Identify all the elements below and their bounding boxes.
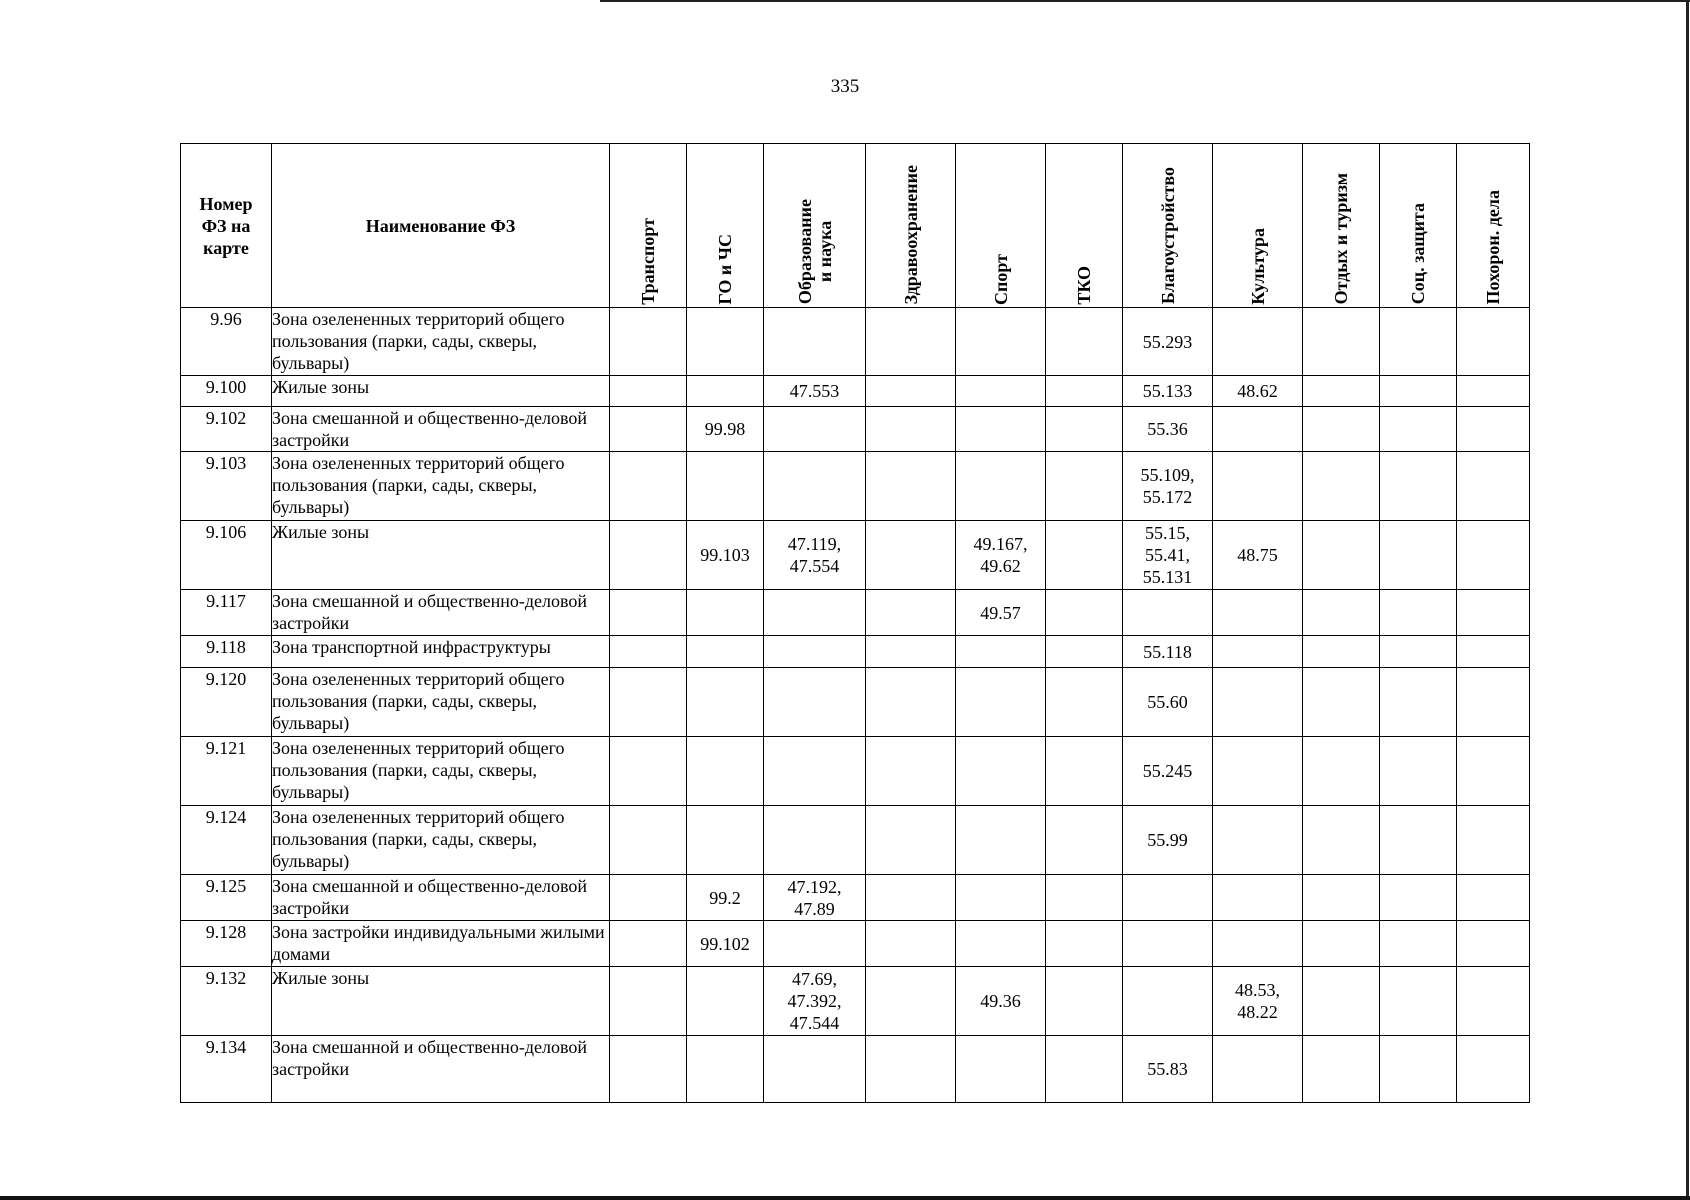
value-cell: 49.36: [956, 967, 1046, 1036]
value-cell: [1303, 1036, 1380, 1103]
value-cell: [1046, 452, 1123, 521]
value-cell: 48.75: [1213, 521, 1303, 590]
value-cell: [866, 806, 956, 875]
value-cell: [1457, 590, 1530, 636]
table-row: [181, 521, 1530, 590]
value-cell: [1380, 308, 1457, 376]
value-cell: [1303, 921, 1380, 967]
value-cell: [1457, 967, 1530, 1036]
value-cell: 47.69, 47.392, 47.544: [764, 967, 866, 1036]
header-name: Наименование ФЗ: [272, 144, 610, 308]
value-cell: [956, 452, 1046, 521]
zone-number-cell: 9.124: [181, 806, 272, 875]
value-cell: 55.99: [1123, 806, 1213, 875]
value-cell: [687, 308, 764, 376]
zone-name-cell: Зона смешанной и общественно-деловой застройки: [272, 875, 610, 921]
value-cell: [1380, 376, 1457, 407]
header-number: [181, 144, 272, 308]
header-tko: [1046, 144, 1123, 308]
value-cell: [610, 921, 687, 967]
value-cell: [956, 1036, 1046, 1103]
value-cell: [1046, 875, 1123, 921]
header-improvement: [1123, 144, 1213, 308]
value-cell: [1213, 668, 1303, 737]
zone-number-cell: 9.134: [181, 1036, 272, 1103]
value-cell: [1303, 737, 1380, 806]
value-cell: [1380, 636, 1457, 668]
zone-name-cell: Зона озелененных территорий общего пользования (парки, сады, скверы, бульвары): [272, 806, 610, 875]
value-cell: 99.102: [687, 921, 764, 967]
value-cell: [1123, 921, 1213, 967]
value-cell: [1457, 875, 1530, 921]
value-cell: [1380, 806, 1457, 875]
zone-name-cell: Зона смешанной и общественно-деловой застройки: [272, 590, 610, 636]
value-cell: [866, 521, 956, 590]
value-cell: [764, 636, 866, 668]
value-cell: [1457, 1036, 1530, 1103]
zone-name-cell: Жилые зоны: [272, 967, 610, 1036]
zone-name-cell: Зона озелененных территорий общего пользования (парки, сады, скверы, бульвары): [272, 668, 610, 737]
header-tko-label: ТКО: [1074, 265, 1094, 305]
value-cell: [866, 376, 956, 407]
value-cell: [1380, 590, 1457, 636]
value-cell: [866, 452, 956, 521]
table-body: [181, 308, 1530, 1103]
value-cell: [1046, 737, 1123, 806]
value-cell: [956, 308, 1046, 376]
value-cell: [1213, 921, 1303, 967]
value-cell: 55.36: [1123, 407, 1213, 452]
value-cell: [610, 875, 687, 921]
value-cell: [1213, 806, 1303, 875]
value-cell: [1457, 806, 1530, 875]
value-cell: [1046, 967, 1123, 1036]
table-row: [181, 737, 1530, 806]
value-cell: [1303, 407, 1380, 452]
zone-number-cell: 9.132: [181, 967, 272, 1036]
table-row: [181, 636, 1530, 668]
value-cell: [687, 590, 764, 636]
value-cell: 47.553: [764, 376, 866, 407]
value-cell: [687, 967, 764, 1036]
value-cell: [610, 737, 687, 806]
value-cell: [764, 668, 866, 737]
value-cell: [687, 806, 764, 875]
zone-name-cell: Зона смешанной и общественно-деловой застройки: [272, 1036, 610, 1103]
table-row: [181, 590, 1530, 636]
value-cell: [610, 407, 687, 452]
scan-edge-bottom: [0, 1196, 1690, 1200]
zone-number-cell: 9.102: [181, 407, 272, 452]
value-cell: [610, 668, 687, 737]
value-cell: [1046, 668, 1123, 737]
value-cell: 99.98: [687, 407, 764, 452]
header-sport-label: Спорт: [990, 253, 1011, 305]
table-row: [181, 921, 1530, 967]
value-cell: [1303, 590, 1380, 636]
value-cell: 49.167, 49.62: [956, 521, 1046, 590]
value-cell: [1303, 806, 1380, 875]
header-row: [181, 144, 1530, 308]
value-cell: [1303, 308, 1380, 376]
value-cell: 99.103: [687, 521, 764, 590]
table-row: [181, 668, 1530, 737]
value-cell: [687, 376, 764, 407]
value-cell: [1457, 668, 1530, 737]
zone-number-cell: 9.100: [181, 376, 272, 407]
value-cell: [764, 921, 866, 967]
table-row: [181, 407, 1530, 452]
value-cell: 48.62: [1213, 376, 1303, 407]
zone-name-cell: Зона транспортной инфраструктуры: [272, 636, 610, 668]
value-cell: [1380, 1036, 1457, 1103]
value-cell: [610, 521, 687, 590]
value-cell: 55.60: [1123, 668, 1213, 737]
value-cell: [956, 875, 1046, 921]
value-cell: [866, 1036, 956, 1103]
header-transport-label: Транспорт: [638, 217, 658, 305]
value-cell: [1380, 668, 1457, 737]
zone-number-cell: 9.96: [181, 308, 272, 376]
header-funeral: [1457, 144, 1530, 308]
value-cell: [956, 737, 1046, 806]
value-cell: [764, 308, 866, 376]
value-cell: [1380, 452, 1457, 521]
zone-number-cell: 9.117: [181, 590, 272, 636]
zone-number-cell: 9.128: [181, 921, 272, 967]
zone-name-cell: Зона смешанной и общественно-деловой застройки: [272, 407, 610, 452]
value-cell: [1457, 636, 1530, 668]
value-cell: 55.118: [1123, 636, 1213, 668]
value-cell: [1123, 590, 1213, 636]
value-cell: [956, 636, 1046, 668]
value-cell: [764, 1036, 866, 1103]
zone-name-cell: Зона застройки индивидуальными жилыми домами: [272, 921, 610, 967]
zone-number-cell: 9.125: [181, 875, 272, 921]
value-cell: [866, 875, 956, 921]
scan-edge-top: [600, 0, 1690, 2]
value-cell: [1457, 376, 1530, 407]
value-cell: [764, 452, 866, 521]
header-healthcare: [866, 144, 956, 308]
value-cell: [1303, 875, 1380, 921]
header-go-chs: [687, 144, 764, 308]
value-cell: [1457, 521, 1530, 590]
value-cell: 55.83: [1123, 1036, 1213, 1103]
value-cell: [764, 590, 866, 636]
value-cell: [1457, 921, 1530, 967]
header-sport: [956, 144, 1046, 308]
header-number-label: Номер ФЗ на карте: [199, 193, 253, 258]
value-cell: [1046, 1036, 1123, 1103]
value-cell: [764, 737, 866, 806]
value-cell: [1457, 308, 1530, 376]
value-cell: 55.15, 55.41, 55.131: [1123, 521, 1213, 590]
value-cell: [1380, 737, 1457, 806]
value-cell: [866, 737, 956, 806]
value-cell: [1380, 967, 1457, 1036]
value-cell: [956, 668, 1046, 737]
value-cell: [866, 308, 956, 376]
table-row: [181, 875, 1530, 921]
value-cell: 47.119, 47.554: [764, 521, 866, 590]
value-cell: [610, 1036, 687, 1103]
zone-number-cell: 9.106: [181, 521, 272, 590]
value-cell: [1303, 636, 1380, 668]
value-cell: [1213, 1036, 1303, 1103]
value-cell: [1380, 521, 1457, 590]
header-culture: [1213, 144, 1303, 308]
value-cell: 47.192, 47.89: [764, 875, 866, 921]
value-cell: [956, 376, 1046, 407]
value-cell: [1457, 407, 1530, 452]
value-cell: [1457, 737, 1530, 806]
header-go-chs-label: ГО и ЧС: [715, 233, 735, 305]
value-cell: [1213, 590, 1303, 636]
zone-name-cell: Жилые зоны: [272, 376, 610, 407]
value-cell: [1213, 452, 1303, 521]
value-cell: [610, 452, 687, 521]
header-culture-label: Культура: [1247, 227, 1268, 305]
value-cell: 49.57: [956, 590, 1046, 636]
value-cell: [866, 407, 956, 452]
value-cell: [687, 636, 764, 668]
value-cell: [610, 590, 687, 636]
value-cell: [1303, 452, 1380, 521]
value-cell: [1380, 921, 1457, 967]
value-cell: [1303, 668, 1380, 737]
value-cell: [1303, 376, 1380, 407]
header-education: [764, 144, 866, 308]
value-cell: 55.293: [1123, 308, 1213, 376]
value-cell: [956, 921, 1046, 967]
value-cell: [1213, 737, 1303, 806]
table-row: [181, 308, 1530, 376]
value-cell: [1046, 376, 1123, 407]
value-cell: [1213, 875, 1303, 921]
value-cell: [610, 636, 687, 668]
value-cell: [610, 806, 687, 875]
zone-number-cell: 9.118: [181, 636, 272, 668]
header-education-label: Образование и наука: [794, 199, 835, 305]
table-row: [181, 452, 1530, 521]
value-cell: [764, 407, 866, 452]
value-cell: 99.2: [687, 875, 764, 921]
value-cell: [956, 407, 1046, 452]
zone-name-cell: Зона озелененных территорий общего пользования (парки, сады, скверы, бульвары): [272, 452, 610, 521]
value-cell: [687, 1036, 764, 1103]
value-cell: [1380, 407, 1457, 452]
value-cell: [866, 668, 956, 737]
zone-number-cell: 9.121: [181, 737, 272, 806]
value-cell: [1213, 308, 1303, 376]
zone-number-cell: 9.103: [181, 452, 272, 521]
header-recreation: [1303, 144, 1380, 308]
header-improvement-label: Благоустройство: [1157, 167, 1178, 305]
header-funeral-label: Похорон. дела: [1483, 190, 1503, 305]
value-cell: [956, 806, 1046, 875]
header-transport: [610, 144, 687, 308]
value-cell: [1123, 967, 1213, 1036]
value-cell: [866, 636, 956, 668]
header-social: [1380, 144, 1457, 308]
page-number: 335: [830, 76, 860, 97]
value-cell: [1303, 967, 1380, 1036]
value-cell: [1046, 407, 1123, 452]
table-row: [181, 376, 1530, 407]
value-cell: [1046, 806, 1123, 875]
functional-zones-table: [180, 143, 1530, 1103]
value-cell: [1046, 590, 1123, 636]
value-cell: [1046, 636, 1123, 668]
zone-name-cell: Жилые зоны: [272, 521, 610, 590]
value-cell: [1046, 308, 1123, 376]
value-cell: [610, 308, 687, 376]
value-cell: [1213, 407, 1303, 452]
value-cell: [764, 806, 866, 875]
table-row: [181, 967, 1530, 1036]
value-cell: [1213, 636, 1303, 668]
value-cell: [1046, 521, 1123, 590]
value-cell: [1303, 521, 1380, 590]
value-cell: [1046, 921, 1123, 967]
zone-name-cell: Зона озелененных территорий общего пользования (парки, сады, скверы, бульвары): [272, 308, 610, 376]
header-recreation-label: Отдых и туризм: [1331, 173, 1351, 305]
value-cell: [610, 376, 687, 407]
value-cell: [610, 967, 687, 1036]
value-cell: 55.133: [1123, 376, 1213, 407]
value-cell: [1123, 875, 1213, 921]
value-cell: [687, 668, 764, 737]
header-healthcare-label: Здравоохранение: [900, 165, 921, 305]
value-cell: [866, 590, 956, 636]
value-cell: [1457, 452, 1530, 521]
zone-name-cell: Зона озелененных территорий общего пользования (парки, сады, скверы, бульвары): [272, 737, 610, 806]
value-cell: [866, 967, 956, 1036]
zone-number-cell: 9.120: [181, 668, 272, 737]
table-row: [181, 1036, 1530, 1103]
value-cell: 55.109, 55.172: [1123, 452, 1213, 521]
value-cell: 55.245: [1123, 737, 1213, 806]
value-cell: [1380, 875, 1457, 921]
scan-edge-right: [1686, 0, 1689, 1200]
value-cell: [866, 921, 956, 967]
table-row: [181, 806, 1530, 875]
value-cell: [687, 737, 764, 806]
value-cell: 48.53, 48.22: [1213, 967, 1303, 1036]
header-social-label: Соц. защита: [1408, 203, 1428, 305]
value-cell: [687, 452, 764, 521]
